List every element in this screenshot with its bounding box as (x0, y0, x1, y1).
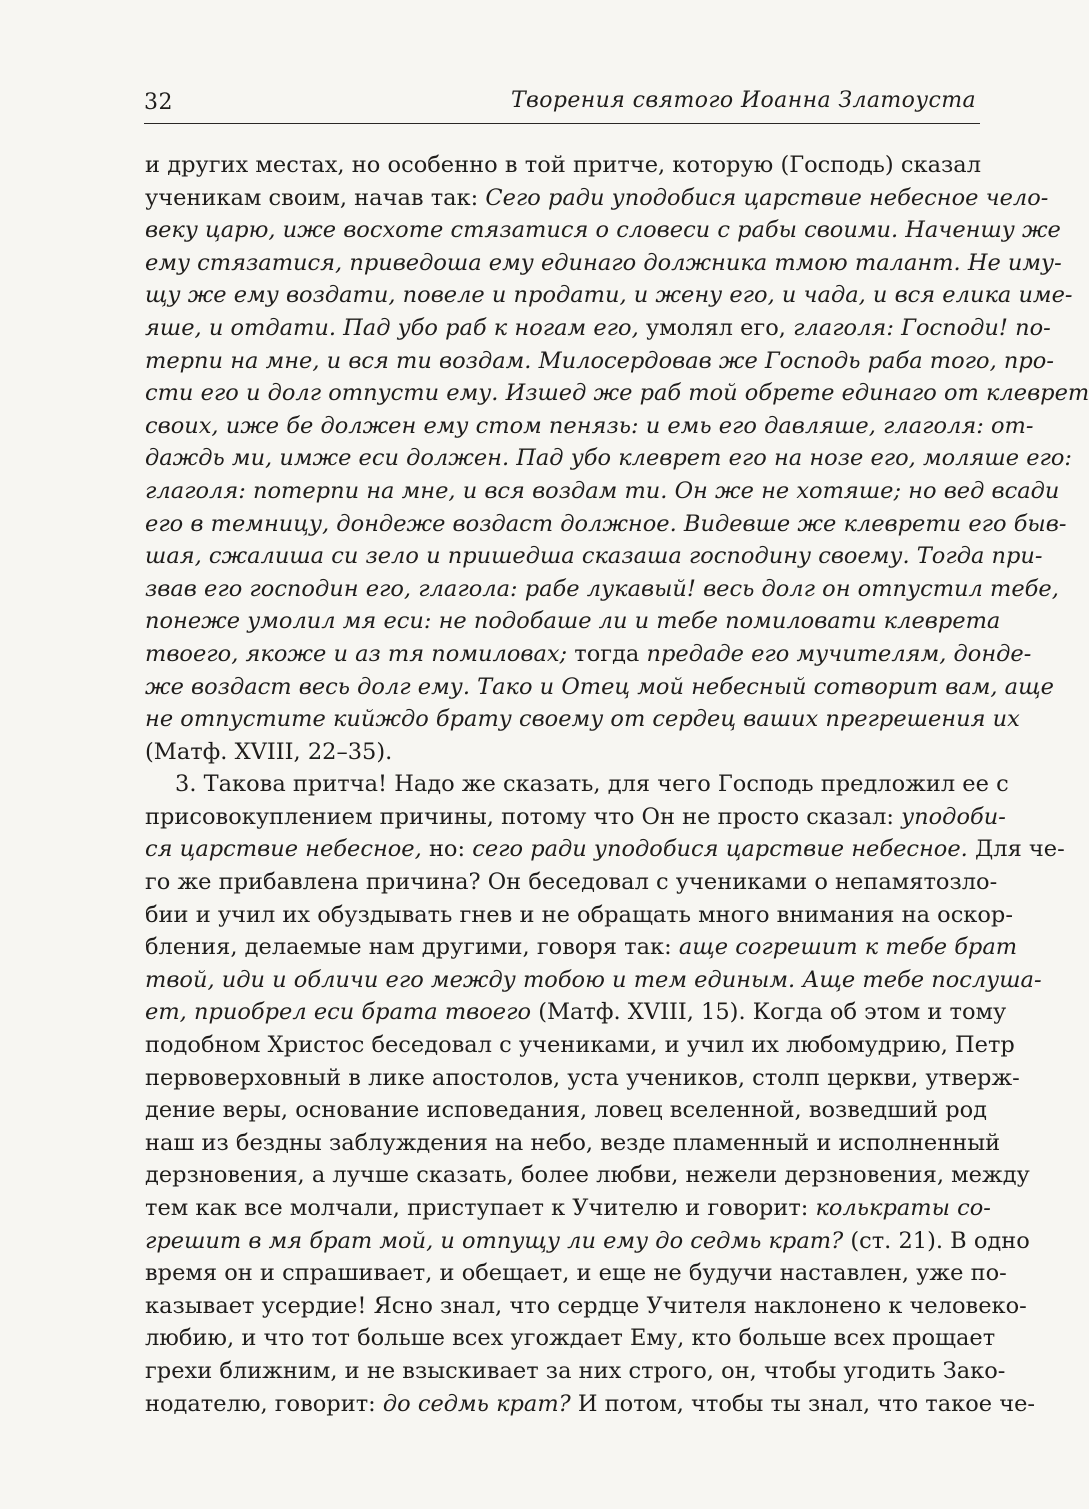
italic-quote-segment: грешит в мя брат мой, и отпущу ли ему до седмь крат? (145, 1227, 851, 1254)
text-line (145, 866, 998, 899)
text-line (145, 671, 1054, 704)
italic-quote-segment: предаде его мучителям, донде- (646, 640, 1032, 667)
text-segment: дение веры, основание исповедания, ловец вселенной, возведший род (145, 1097, 988, 1124)
italic-quote-segment: даждь ми, имже еси должен. Пад убо клеврет его на нозе его, моляше его: (145, 445, 1073, 472)
text-line (145, 1159, 1030, 1192)
text-line (145, 149, 981, 182)
text-line (145, 1127, 1001, 1160)
text-segment: ученикам своим, начав так: (145, 184, 486, 211)
text-segment: тем как все молчали, приступает к Учителю и говорит: (145, 1195, 816, 1221)
italic-quote-segment: уподоби- (901, 803, 1006, 830)
text-line (145, 214, 1061, 247)
italic-quote-segment: глаголя: Господи! по- (793, 314, 1051, 341)
italic-quote-segment: веку царю, иже восхоте стязатися о словеси с рабы своими. Наченшу же (145, 217, 1061, 244)
text-segment: грехи ближним, и не взыскивает за них строго, он, чтобы угодить Зако- (145, 1357, 1006, 1384)
text-line (145, 703, 1020, 736)
italic-quote-segment: понеже умолил мя еси: не подобаше ли и тебе помиловати клеврета (145, 608, 1001, 635)
text-line (145, 508, 1067, 541)
text-line (145, 899, 1013, 932)
text-segment: дерзновения, а лучше сказать, более любви, нежели дерзновения, между (145, 1162, 1030, 1189)
text-segment: любию, и что тот больше всех угождает Ему, кто больше всех прощает (145, 1325, 996, 1352)
italic-quote-segment: своих, иже бе должен ему стом пенязь: и емь его давляше, глаголя: от- (145, 412, 1034, 439)
text-segment: 3. Такова притча! Надо же сказать, для чего Господь предложил ее с (175, 771, 1009, 798)
text-line (145, 1029, 1015, 1062)
italic-quote-segment: колькраты со- (815, 1195, 991, 1221)
text-segment: бления, делаемые нам другими, говоря так: (145, 934, 679, 961)
italic-quote-segment: ет, приобрел еси брата твоего (145, 999, 539, 1026)
text-line (145, 1225, 1030, 1258)
italic-quote-segment: Сего ради уподобися царствие небесное чело- (485, 184, 1049, 211)
text-segment: присовокуплением причины, потому что Он не просто сказал: (145, 803, 902, 830)
text-line (145, 279, 1073, 312)
text-segment: но: (428, 836, 473, 863)
text-line (145, 638, 1032, 671)
text-segment: (Матф. XVIII, 15). Когда об этом и тому (538, 999, 1007, 1026)
header-rule (144, 123, 980, 124)
text-line (145, 247, 1062, 280)
italic-quote-segment: глаголя: потерпи на мне, и вся воздам ти. Он же не хотяше; но вед всади (145, 477, 1060, 504)
text-line (145, 1062, 1020, 1095)
text-segment: го же прибавлена причина? Он беседовал с учениками о непамятозло- (145, 869, 998, 896)
text-line (145, 475, 1060, 508)
text-line (145, 768, 1009, 801)
italic-quote-segment: же воздаст весь долг ему. Тако и Отец мой небесный сотворит вам, аще (145, 673, 1054, 700)
text-segment: подобном Христос беседовал с учениками, и учил их любомудрию, Петр (145, 1032, 1015, 1059)
text-segment: Для че- (974, 836, 1065, 863)
text-line (145, 964, 1042, 997)
text-line (145, 573, 1059, 606)
text-line (145, 410, 1034, 443)
italic-quote-segment: ему стязатися, приведоша ему единаго должника тмою талант. Не иму- (145, 249, 1062, 276)
text-segment: казывает усердие! Ясно знал, что сердце Учителя наклонено к человеко- (145, 1292, 1027, 1319)
text-line (145, 377, 1089, 410)
text-segment: бии и учил их обуздывать гнев и не обращать много внимания на оскор- (145, 901, 1013, 928)
text-line (145, 182, 1049, 215)
text-line (145, 736, 981, 769)
italic-quote-segment: аще согрешит к тебе брат (678, 934, 1018, 961)
text-segment: тогда (574, 640, 647, 667)
text-line (145, 345, 1054, 378)
italic-quote-segment: терпи на мне, и вся ти воздам. Милосердовав же Господь раба того, про- (145, 347, 1054, 374)
text-segment: умолял его, (645, 314, 794, 341)
italic-quote-segment: не отпустите кийждо брату своему от сердец ваших прегрешения их (145, 706, 1020, 733)
italic-quote-segment: ся царствие небесное, (145, 836, 429, 863)
text-segment: наш из бездны заблуждения на небо, везде пламенный и исполненный (145, 1129, 1001, 1156)
italic-quote-segment: до седмь крат? (382, 1390, 578, 1417)
italic-quote-segment: щу же ему воздати, повеле и продати, и жену его, и чада, и вся елика име- (145, 282, 1073, 309)
text-segment: (ст. 21). В одно (850, 1227, 1030, 1254)
text-line (145, 1322, 996, 1355)
text-line (145, 1192, 991, 1225)
italic-quote-segment: шая, сжалиша си зело и пришедша сказаша господину своему. Тогда при- (145, 543, 1043, 570)
italic-quote-segment: яше, и отдати. Пад убо раб к ногам его, (145, 314, 646, 341)
text-line (145, 996, 1007, 1029)
text-line (145, 801, 1006, 834)
text-segment: (Матф. XVIII, 22–35). (145, 738, 393, 765)
text-line (145, 1355, 1006, 1388)
text-segment: первоверховный в лике апостолов, уста учеников, столп церкви, утверж- (145, 1064, 1020, 1091)
italic-quote-segment: звав его господин его, глагола: рабе лукавый! весь долг он отпустил тебе, (145, 575, 1059, 602)
body-text (145, 149, 1089, 1420)
italic-quote-segment: твоего, якоже и аз тя помиловах; (145, 640, 575, 667)
page-header (144, 88, 980, 126)
page-number: 32 (144, 90, 173, 115)
text-segment: время он и спрашивает, и обещает, и еще не будучи наставлен, уже по- (145, 1260, 1007, 1287)
text-line (145, 540, 1043, 573)
italic-quote-segment: его в темницу, дондеже воздаст должное. Видевше же клеврети его быв- (145, 510, 1067, 537)
text-segment: и других местах, но особенно в той притче, которую (Господь) сказал (145, 152, 981, 178)
text-segment: нодателю, говорит: (145, 1390, 383, 1417)
text-line (145, 442, 1073, 475)
text-line (145, 833, 1065, 866)
text-line (145, 1388, 1036, 1421)
italic-quote-segment: твой, иди и обличи его между тобою и тем единым. Аще тебе послуша- (145, 966, 1042, 993)
text-line (145, 931, 1018, 964)
italic-quote-segment: сего ради уподобися царствие небесное. (472, 836, 975, 863)
text-line (145, 312, 1051, 345)
text-line (145, 1290, 1027, 1323)
running-title: Творения святого Иоанна Златоуста (510, 88, 976, 113)
text-line (145, 605, 1001, 638)
text-line (145, 1094, 988, 1127)
text-segment: И потом, чтобы ты знал, что такое че- (577, 1390, 1036, 1417)
italic-quote-segment: сти его и долг отпусти ему. Изшед же раб той обрете единаго от клеврет (145, 380, 1089, 407)
text-line (145, 1257, 1007, 1290)
